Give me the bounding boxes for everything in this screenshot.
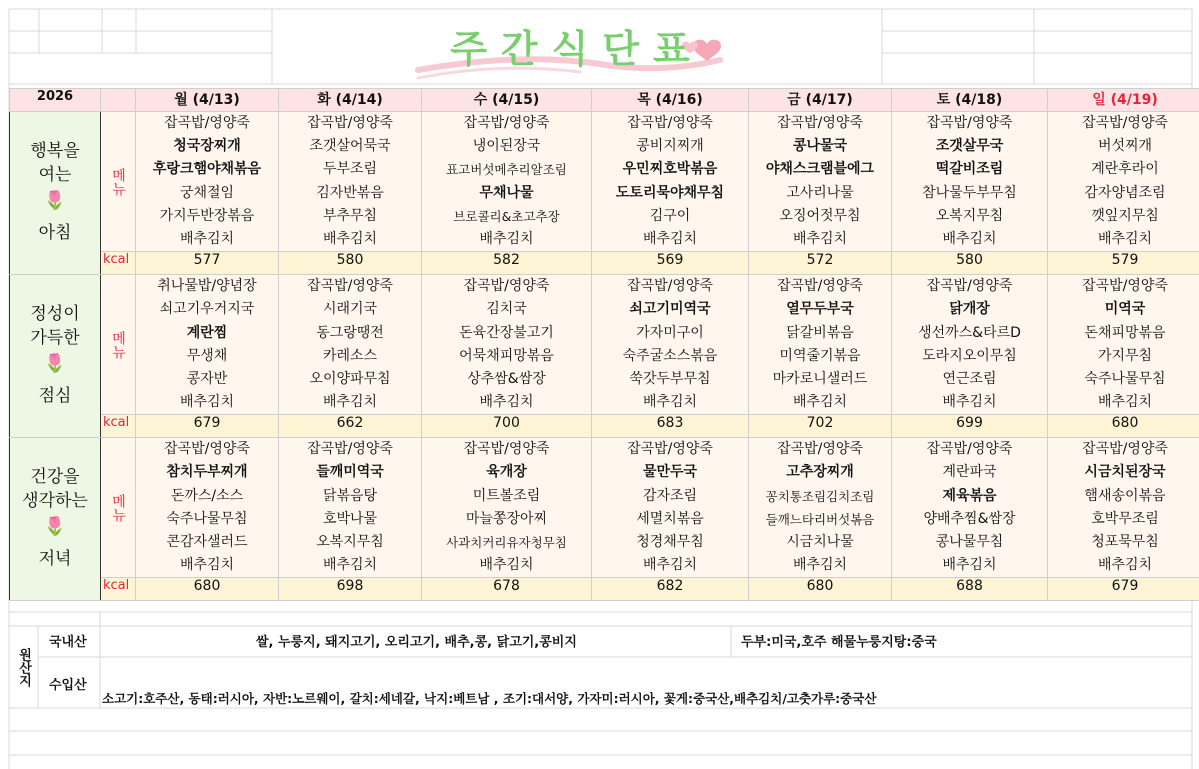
menu-item: 동그랑땡전	[316, 324, 384, 341]
menu-cell	[136, 438, 279, 578]
origin-header	[9, 626, 38, 708]
menu-item: 생선까스&타르D	[918, 324, 1021, 341]
menu-cell	[592, 112, 749, 252]
meal-title-line2: 여는	[38, 165, 72, 186]
day-header: 수 (4/15)	[422, 89, 592, 112]
menu-item: 양배추찜&쌈장	[923, 510, 1016, 527]
menu-item: 마늘쫑장아찌	[465, 510, 548, 527]
menu-cell	[422, 438, 592, 578]
meal-row	[10, 275, 1199, 415]
menu-item: 청포묵무침	[1091, 534, 1159, 550]
menu-item: 감자조림	[642, 487, 698, 504]
menu-item: 배추김치	[179, 557, 235, 574]
menu-item: 무생채	[186, 347, 228, 364]
menu-item: 배추김치	[942, 230, 997, 247]
weekly-menu-table	[9, 88, 1199, 601]
menu-item: 상추쌈&쌈장	[467, 370, 546, 387]
menu-item: 잡곡밥/영양죽	[164, 115, 250, 131]
menu-side-label	[101, 112, 136, 252]
menu-cell	[1048, 275, 1199, 415]
menu-item: 연근조림	[942, 370, 997, 387]
menu-item: 돈채피망볶음	[1084, 324, 1166, 341]
menu-cell	[749, 438, 892, 578]
meal-title-line1: 건강을	[30, 467, 80, 488]
menu-item: 배추김치	[792, 557, 848, 574]
imported-label: 수입산	[49, 678, 87, 693]
menu-item: 물만두국	[642, 464, 698, 481]
domestic-label: 국내산	[49, 635, 87, 650]
menu-item: 계란후라이	[1091, 161, 1159, 178]
meal-name: 저녁	[38, 549, 72, 570]
imported-text: 소고기:호주산, 동태:러시아, 자반:노르웨이, 갈치:세네갈, 낙지:베트남 , 조기:대서양, 가자미:러시아, 꽃게:중국산,배추김치/고춧가루:중국산	[102, 691, 877, 706]
menu-item: 오징어젓무침	[779, 207, 861, 224]
menu-item: 고추장찌개	[786, 464, 854, 481]
menu-cell	[422, 112, 592, 252]
kcal-value: 698	[279, 578, 422, 601]
kcal-value: 680	[749, 578, 892, 601]
menu-cell	[279, 438, 422, 578]
menu-item: 잡곡밥/영양죽	[1082, 441, 1168, 458]
menu-item: 쇠고기미역국	[629, 301, 711, 318]
tulip-icon: 🌷	[43, 353, 67, 375]
day-header: 화 (4/14)	[279, 89, 422, 112]
menu-item: 호박무조림	[1091, 510, 1159, 527]
menu-item: 사과치커리유자청무침	[446, 535, 567, 550]
menu-cell	[136, 275, 279, 415]
menu-item: 잡곡밥/영양죽	[307, 115, 393, 131]
menu-item: 미트볼조림	[472, 487, 541, 504]
menu-item: 돈까스/소스	[170, 487, 244, 504]
menu-item: 배추김치	[642, 394, 698, 411]
domestic-text: 쌀, 누룽지, 돼지고기, 오리고기, 배추,콩, 닭고기,콩비지	[256, 635, 577, 650]
kcal-value: 662	[279, 415, 422, 438]
menu-item: 시금치된장국	[1084, 464, 1166, 481]
menu-item: 잡곡밥/영양죽	[463, 115, 550, 131]
menu-item: 잡곡밥/영양죽	[463, 441, 550, 458]
page-title: 주간식단표	[450, 27, 704, 71]
menu-side-label	[101, 438, 136, 578]
menu-item: 배추김치	[792, 230, 848, 247]
menu-item: 배추김치	[179, 394, 235, 411]
meal-row	[10, 112, 1199, 252]
menu-item: 시래기국	[322, 301, 378, 318]
menu-item: 깻잎지무침	[1091, 207, 1159, 224]
menu-label: 메뉴	[110, 330, 126, 359]
menu-cell	[749, 112, 892, 252]
menu-item: 잡곡밥/영양죽	[463, 278, 550, 295]
menu-item: 잡곡밥/영양죽	[777, 441, 863, 458]
menu-item: 떡갈비조림	[935, 161, 1004, 178]
menu-item: 숙주굴소스볶음	[622, 347, 718, 364]
menu-cell	[1048, 112, 1199, 252]
kcal-value: 580	[892, 252, 1048, 275]
menu-item: 잡곡밥/영양죽	[926, 115, 1013, 131]
menu-item: 조갯살무국	[935, 138, 1004, 155]
meal-title-line1: 정성이	[30, 304, 80, 325]
kcal-value: 577	[136, 252, 279, 275]
kcal-row	[10, 578, 1199, 601]
menu-cell	[1048, 438, 1199, 578]
menu-item: 배추김치	[479, 230, 534, 247]
menu-item: 야채스크램블에그	[765, 161, 875, 178]
menu-cell	[422, 275, 592, 415]
meal-name: 아침	[38, 223, 72, 244]
menu-item: 콩나물무침	[935, 534, 1004, 550]
kcal-value: 700	[422, 415, 592, 438]
meal-title-line2: 생각하는	[22, 491, 88, 512]
menu-item: 도토리묵야채무침	[615, 184, 725, 201]
menu-cell	[892, 112, 1048, 252]
menu-item: 청경채무침	[636, 534, 704, 550]
menu-item: 들깨느타리버섯볶음	[765, 511, 875, 527]
menu-cell	[892, 438, 1048, 578]
menu-item: 닭갈비볶음	[786, 324, 854, 341]
menu-item: 배추김치	[479, 557, 534, 574]
kcal-value: 678	[422, 578, 592, 601]
menu-item: 콩나물국	[792, 138, 848, 155]
title-banner	[272, 8, 882, 84]
menu-cell	[592, 275, 749, 415]
menu-item: 배추김치	[322, 557, 378, 574]
kcal-row	[10, 252, 1199, 275]
menu-item: 콩비지찌개	[636, 138, 704, 155]
menu-item: 잡곡밥/영양죽	[777, 278, 863, 295]
menu-item: 쇠고기우거지국	[159, 301, 255, 318]
meal-name: 점심	[38, 386, 72, 407]
day-header: 토 (4/18)	[892, 89, 1048, 112]
menu-item: 오이양파무침	[309, 370, 391, 387]
meal-label	[10, 112, 101, 275]
menu-item: 열무두부국	[786, 301, 854, 318]
menu-item: 콩자반	[186, 370, 228, 387]
menu-item: 브로콜리&초고추장	[453, 208, 560, 224]
menu-item: 잡곡밥/영양죽	[307, 441, 393, 458]
day-header-row	[10, 89, 1199, 112]
menu-item: 감자양념조림	[1084, 184, 1166, 201]
menu-item: 김자반볶음	[316, 184, 384, 201]
menu-item: 김치국	[486, 301, 527, 318]
menu-item: 꽁치통조림김치조림	[765, 488, 875, 504]
menu-item: 배추김치	[942, 557, 997, 574]
menu-item: 잡곡밥/영양죽	[926, 278, 1013, 295]
menu-item: 버섯찌개	[1097, 138, 1153, 155]
meal-title-line1: 행복을	[30, 141, 80, 162]
menu-item: 햄새송이볶음	[1084, 487, 1166, 504]
kcal-value: 682	[592, 578, 749, 601]
menu-item: 배추김치	[479, 394, 534, 411]
menu-item: 잡곡밥/영양죽	[164, 441, 250, 458]
menu-item: 배추김치	[1097, 394, 1153, 411]
meal-label	[10, 275, 101, 438]
menu-item: 부추무침	[322, 207, 378, 224]
menu-item: 제육볶음	[942, 487, 997, 504]
day-header: 일 (4/19)	[1048, 89, 1199, 112]
menu-item: 조갯살어묵국	[309, 138, 391, 155]
menu-item: 배추김치	[642, 230, 698, 247]
origin-section	[9, 626, 1192, 708]
menu-item: 호박나물	[322, 510, 378, 527]
day-header: 목 (4/16)	[592, 89, 749, 112]
menu-item: 콘감자샐러드	[166, 534, 248, 550]
menu-item: 마카로니샐러드	[772, 370, 868, 387]
menu-item: 참치두부찌개	[166, 464, 248, 481]
menu-side-label	[101, 275, 136, 415]
menu-item: 돈육간장불고기	[459, 324, 554, 341]
menu-item: 숙주나물무침	[1084, 370, 1166, 387]
menu-item: 후랑크햄야채볶음	[152, 161, 262, 178]
menu-item: 배추김치	[642, 557, 698, 574]
menu-item: 잡곡밥/영양죽	[627, 441, 713, 458]
menu-item: 미역줄기볶음	[779, 347, 861, 364]
menu-item: 잡곡밥/영양죽	[926, 441, 1013, 458]
menu-item: 김구이	[649, 207, 691, 224]
menu-item: 가자미구이	[636, 324, 704, 341]
menu-item: 잡곡밥/영양죽	[627, 278, 713, 295]
day-header: 금 (4/17)	[749, 89, 892, 112]
menu-item: 배추김치	[942, 394, 997, 411]
kcal-value: 579	[1048, 252, 1199, 275]
kcal-label: kcal	[101, 252, 136, 275]
menu-item: 참나물두부무침	[922, 184, 1017, 201]
menu-item: 취나물밥/양념장	[157, 278, 257, 295]
menu-item: 숙주나물무침	[166, 510, 248, 527]
menu-item: 가지무침	[1097, 347, 1153, 364]
year-cell: 2026	[10, 89, 101, 112]
menu-item: 청국장찌개	[173, 138, 241, 155]
kcal-value: 683	[592, 415, 749, 438]
kcal-value: 680	[1048, 415, 1199, 438]
menu-item: 쑥갓두부무침	[629, 370, 711, 387]
menu-item: 잡곡밥/영양죽	[1082, 115, 1168, 131]
menu-item: 우민찌호박볶음	[622, 161, 718, 178]
kcal-row	[10, 415, 1199, 438]
origin-header-text: 원산지	[16, 647, 31, 687]
menu-item: 잡곡밥/영양죽	[777, 115, 863, 131]
menu-item: 배추김치	[179, 230, 235, 247]
kcal-value: 569	[592, 252, 749, 275]
menu-label: 메뉴	[110, 167, 126, 196]
menu-item: 계란찜	[186, 324, 228, 341]
menu-item: 닭개장	[949, 301, 990, 318]
menu-cell	[749, 275, 892, 415]
kcal-value: 680	[136, 578, 279, 601]
menu-item: 오복지무침	[935, 207, 1004, 224]
kcal-value: 580	[279, 252, 422, 275]
menu-label: 메뉴	[110, 493, 126, 522]
kcal-label: kcal	[101, 578, 136, 601]
menu-item: 세멸치볶음	[636, 510, 704, 527]
menu-cell	[592, 438, 749, 578]
menu-item: 가지두반장볶음	[159, 207, 255, 224]
menu-item: 들깨미역국	[316, 464, 384, 481]
menu-item: 잡곡밥/영양죽	[1082, 278, 1168, 295]
kcal-value: 582	[422, 252, 592, 275]
meal-row	[10, 438, 1199, 578]
menu-item: 두부조림	[322, 161, 378, 178]
menu-item: 도라지오이무침	[922, 347, 1017, 364]
menu-item: 미역국	[1104, 301, 1146, 318]
menu-cell	[279, 112, 422, 252]
menu-item: 잡곡밥/영양죽	[627, 115, 713, 131]
menu-item: 오복지무침	[316, 534, 384, 550]
menu-item: 닭볶음탕	[322, 487, 378, 504]
kcal-label: kcal	[101, 415, 136, 438]
menu-item: 배추김치	[1097, 557, 1153, 574]
kcal-value: 699	[892, 415, 1048, 438]
domestic-text-2: 두부:미국,호주 해물누룽지탕:중국	[741, 635, 937, 650]
menu-cell	[279, 275, 422, 415]
meal-label	[10, 438, 101, 601]
kcal-value: 679	[1048, 578, 1199, 601]
day-header: 월 (4/13)	[136, 89, 279, 112]
menu-item: 어묵채피망볶음	[459, 347, 554, 364]
menu-item: 시금치나물	[786, 534, 854, 550]
meal-title-line2: 가득한	[30, 328, 80, 349]
kcal-value: 572	[749, 252, 892, 275]
menu-item: 궁채절임	[179, 184, 235, 201]
menu-item: 잡곡밥/영양죽	[307, 278, 393, 295]
menu-item: 배추김치	[322, 230, 378, 247]
menu-item: 계란파국	[942, 464, 997, 481]
kcal-value: 702	[749, 415, 892, 438]
kcal-value: 679	[136, 415, 279, 438]
menu-item: 고사리나물	[786, 184, 854, 201]
menu-item: 배추김치	[792, 394, 848, 411]
menu-item: 표고버섯메추리알조림	[446, 162, 567, 178]
menu-item: 무채나물	[479, 184, 534, 201]
blank-cell	[101, 89, 136, 112]
menu-item: 배추김치	[322, 394, 378, 411]
menu-cell	[892, 275, 1048, 415]
kcal-value: 688	[892, 578, 1048, 601]
tulip-icon: 🌷	[43, 190, 67, 212]
tulip-icon: 🌷	[43, 516, 67, 538]
menu-item: 배추김치	[1097, 230, 1153, 247]
menu-cell	[136, 112, 279, 252]
menu-item: 육개장	[486, 464, 527, 481]
menu-item: 카레소스	[322, 347, 378, 364]
menu-item: 냉이된장국	[472, 138, 541, 155]
